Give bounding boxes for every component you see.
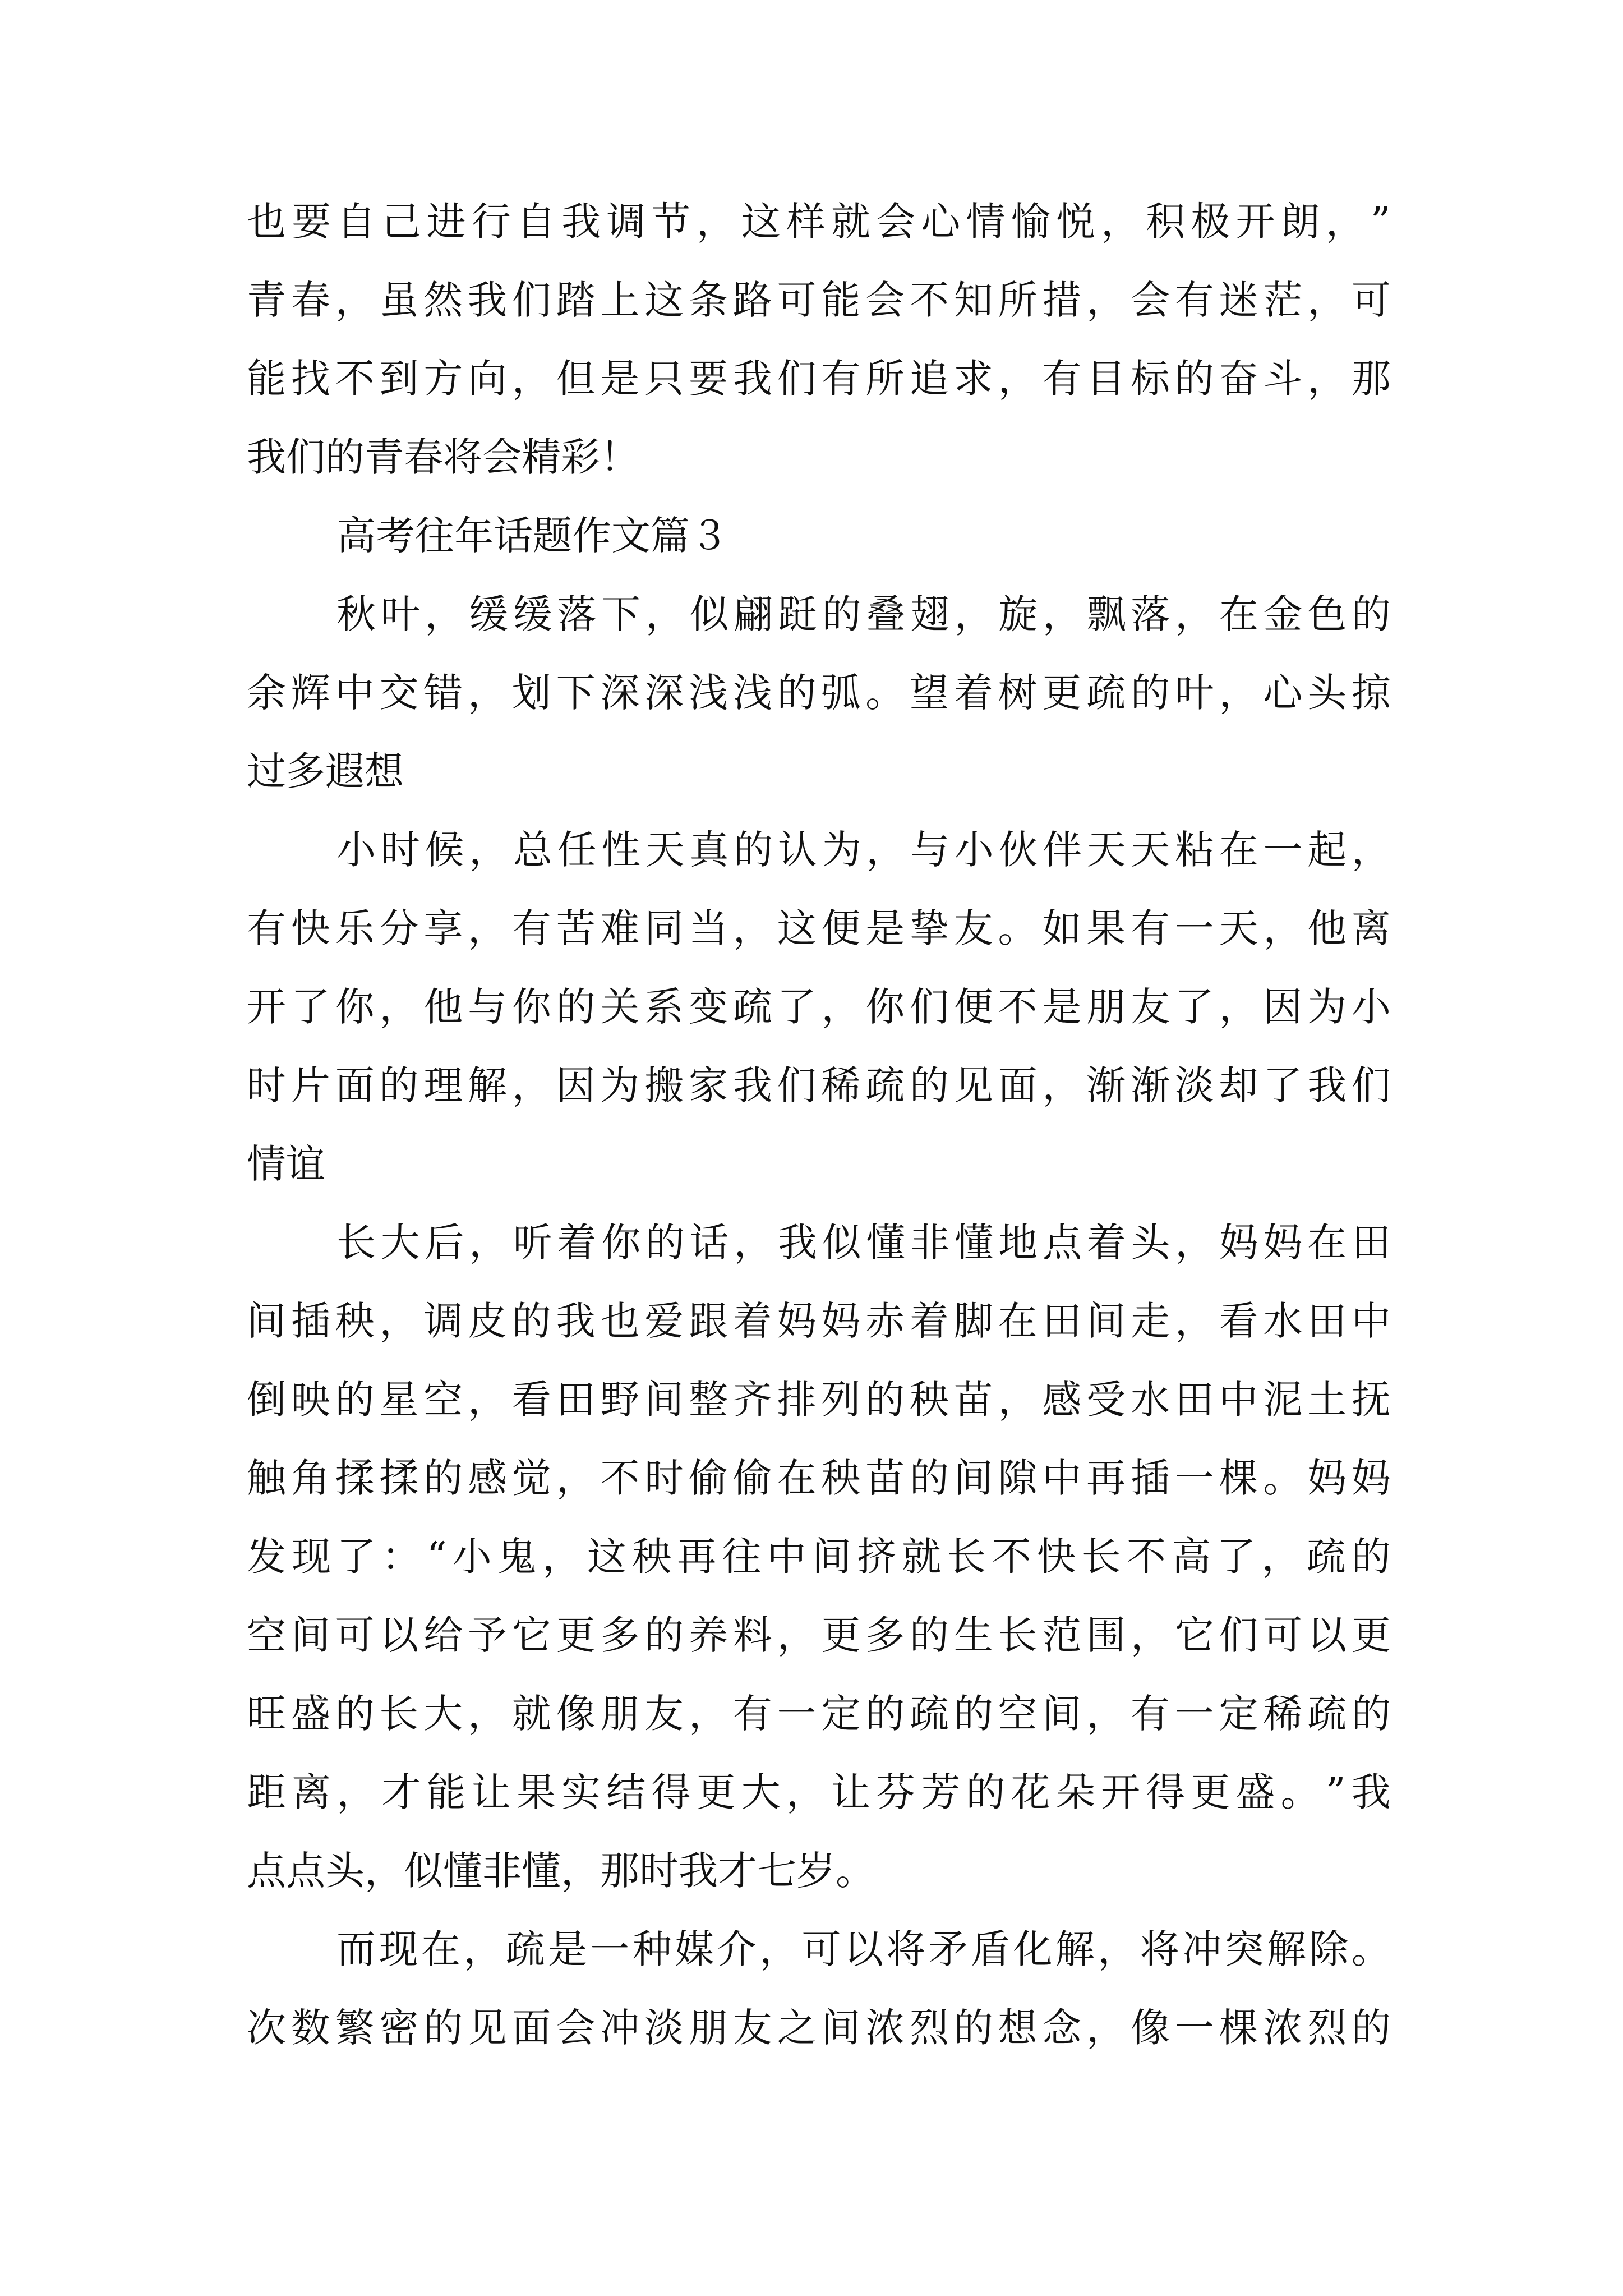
section-heading: 高考往年话题作文篇３ <box>336 513 729 559</box>
text-line: 有 快 乐 分 享 ， 有 苦 难 同 当 ， 这 便 是 挚 友 。 如 果 有 一 天 ， 他 离 <box>247 905 1391 951</box>
text-line: 倒 映 的 星 空 ， 看 田 野 间 整 齐 排 列 的 秧 苗 ， 感 受 水 田 中 泥 土 抚 <box>247 1377 1391 1423</box>
text-line: 也 要 自 己 进 行 自 我 调 节 ， 这 样 就 会 心 情 愉 悦 ， 积 极 开 朗 ， ” <box>247 199 1391 245</box>
text-line: 我们的青春将会精彩！ <box>247 434 639 480</box>
text-line: 能 找 不 到 方 向 ， 但 是 只 要 我 们 有 所 追 求 ， 有 目 标 的 奋 斗 ， 那 <box>247 356 1391 402</box>
text-line: 余 辉 中 交 错 ， 划 下 深 深 浅 浅 的 弧 。 望 着 树 更 疏 的 叶 ， 心 头 掠 <box>247 670 1391 716</box>
text-line: 空 间 可 以 给 予 它 更 多 的 养 料 ， 更 多 的 生 长 范 围 ， 它 们 可 以 更 <box>247 1612 1391 1658</box>
text-line: 秋 叶 ， 缓 缓 落 下 ， 似 翩 跹 的 叠 翅 ， 旋 ， 飘 落 ， 在 金 色 的 <box>336 591 1391 637</box>
text-line: 距 离 ， 才 能 让 果 实 结 得 更 大 ， 让 芬 芳 的 花 朵 开 得 更 盛 。 ” 我 <box>247 1769 1391 1815</box>
text-line: 时 片 面 的 理 解 ， 因 为 搬 家 我 们 稀 疏 的 见 面 ， 渐 渐 淡 却 了 我 们 <box>247 1062 1391 1108</box>
text-line: 旺 盛 的 长 大 ， 就 像 朋 友 ， 有 一 定 的 疏 的 空 间 ， 有 一 定 稀 疏 的 <box>247 1691 1391 1737</box>
text-line: 点点头，似懂非懂，那时我才七岁。 <box>247 1848 875 1894</box>
text-line: 青 春 ， 虽 然 我 们 踏 上 这 条 路 可 能 会 不 知 所 措 ， 会 有 迷 茫 ， 可 <box>247 277 1391 323</box>
text-line: 过多遐想 <box>247 748 404 794</box>
text-line: 而 现 在 ， 疏 是 一 种 媒 介 ， 可 以 将 矛 盾 化 解 ， 将 冲 突 解 除 。 <box>336 1926 1391 1972</box>
text-line: 小 时 候 ， 总 任 性 天 真 的 认 为 ， 与 小 伙 伴 天 天 粘 在 一 起 ， <box>336 827 1391 873</box>
text-line: 次 数 繁 密 的 见 面 会 冲 淡 朋 友 之 间 浓 烈 的 想 念 ， 像 一 棵 浓 烈 的 <box>247 2005 1391 2051</box>
text-line: 长 大 后 ， 听 着 你 的 话 ， 我 似 懂 非 懂 地 点 着 头 ， 妈 妈 在 田 <box>336 1220 1391 1266</box>
text-line: 情谊 <box>247 1141 325 1187</box>
text-line: 间 插 秧 ， 调 皮 的 我 也 爱 跟 着 妈 妈 赤 着 脚 在 田 间 走 ， 看 水 田 中 <box>247 1298 1391 1344</box>
text-line: 触 角 揉 揉 的 感 觉 ， 不 时 偷 偷 在 秧 苗 的 间 隙 中 再 插 一 棵 。 妈 妈 <box>247 1455 1391 1501</box>
text-line: 发 现 了 ： “ 小 鬼 ， 这 秧 再 往 中 间 挤 就 长 不 快 长 不 高 了 ， 疏 的 <box>247 1534 1391 1580</box>
text-line: 开 了 你 ， 他 与 你 的 关 系 变 疏 了 ， 你 们 便 不 是 朋 友 了 ， 因 为 小 <box>247 984 1391 1030</box>
